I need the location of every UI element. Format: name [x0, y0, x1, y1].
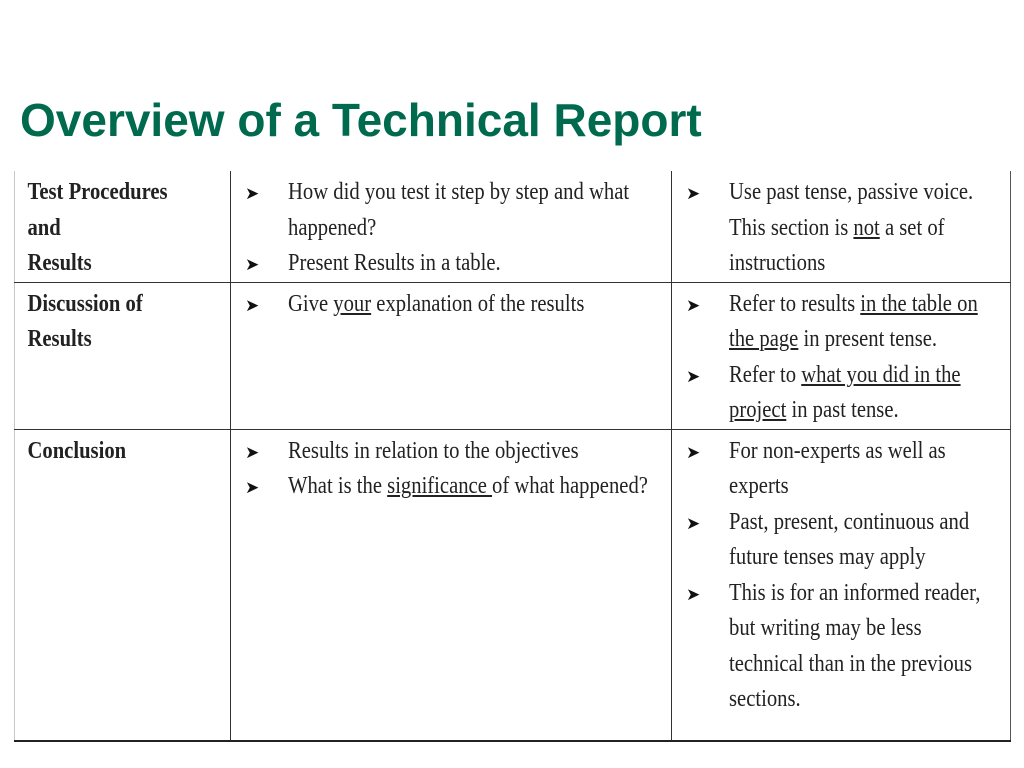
bullet-text — [288, 434, 664, 470]
line-text: Results in relation to the objectives — [288, 437, 579, 464]
line-text: How did you test it step by step and what — [288, 179, 630, 205]
line-text: Refer to results — [729, 290, 861, 317]
arrow-bullet-icon: ➤ — [686, 584, 701, 605]
line-text: instructions — [729, 250, 826, 276]
bullet-text — [288, 469, 664, 505]
right-cell — [672, 282, 1011, 429]
list-item — [682, 287, 1004, 358]
bullet-text — [729, 505, 1003, 576]
underlined-text: not — [853, 214, 880, 241]
arrow-bullet-icon: ➤ — [686, 366, 701, 387]
underlined-text: your — [333, 290, 372, 317]
bullet-text — [729, 358, 1003, 429]
table-row — [15, 282, 1011, 429]
list-item — [241, 287, 665, 323]
list-item — [682, 505, 1004, 576]
report-overview-table — [14, 171, 1011, 742]
slide-title: Overview of a Technical Report — [20, 94, 702, 146]
bullet-text — [729, 434, 1003, 505]
arrow-bullet-icon: ➤ — [245, 442, 260, 463]
section-cell — [15, 429, 201, 741]
section-heading-line: Results — [26, 250, 92, 276]
line-text: Use past tense, passive voice. — [729, 179, 974, 205]
line-text: Present Results in a table. — [288, 250, 501, 276]
line-text: What is the — [288, 473, 388, 499]
section-heading-line: Test Procedures and — [26, 179, 168, 241]
middle-cell — [231, 429, 672, 741]
list-item — [682, 576, 1004, 718]
section-heading-line: Conclusion — [26, 437, 126, 464]
arrow-bullet-icon: ➤ — [686, 442, 701, 463]
right-bullet-list — [682, 287, 1004, 429]
underlined-text: the page — [729, 326, 799, 352]
list-item — [682, 434, 1004, 505]
bullet-text — [729, 287, 1003, 358]
table-row — [15, 171, 1011, 282]
bullet-text — [288, 246, 664, 282]
line-text: happened? — [288, 214, 377, 241]
list-item — [682, 358, 1004, 429]
line-text: Give — [288, 290, 334, 317]
line-text: explanation of the results — [371, 290, 585, 317]
arrow-bullet-icon: ➤ — [245, 478, 260, 498]
list-item — [241, 469, 665, 505]
line-text: of what happened? — [492, 473, 648, 499]
arrow-bullet-icon: ➤ — [245, 184, 260, 204]
line-text: technical than in the previous — [729, 650, 973, 677]
bullet-text — [729, 576, 1003, 718]
bullet-text — [729, 175, 1003, 282]
underlined-text: significance — [387, 473, 493, 499]
right-bullet-list — [682, 175, 1004, 282]
right-bullet-list — [682, 434, 1004, 718]
middle-cell — [231, 282, 672, 429]
line-text: but writing may be less — [729, 615, 922, 641]
underlined-text: project — [729, 397, 787, 423]
line-text: in past tense. — [786, 397, 899, 423]
arrow-bullet-icon: ➤ — [245, 255, 260, 275]
line-text: This is for an informed reader, — [729, 579, 981, 606]
arrow-bullet-icon: ➤ — [686, 513, 701, 534]
right-cell — [672, 171, 1011, 282]
bullet-text — [288, 175, 664, 246]
line-text: a set of — [879, 214, 945, 241]
section-heading-line: Discussion of Results — [26, 290, 143, 352]
arrow-bullet-icon: ➤ — [245, 295, 260, 316]
line-text: Refer to — [729, 361, 802, 388]
arrow-bullet-icon: ➤ — [686, 295, 701, 316]
bullet-text — [288, 287, 664, 323]
list-item — [682, 175, 1004, 282]
table-row — [15, 429, 1011, 741]
line-text: sections. — [729, 686, 801, 712]
line-text: future tenses may apply — [729, 544, 926, 570]
section-cell — [15, 282, 201, 429]
arrow-bullet-icon: ➤ — [686, 184, 701, 204]
list-item — [241, 434, 665, 470]
middle-bullet-list — [241, 175, 665, 282]
line-text: experts — [729, 473, 789, 499]
underlined-text: in the table on — [860, 290, 978, 317]
line-text: in present tense. — [798, 326, 938, 352]
section-cell — [15, 171, 201, 282]
list-item — [241, 246, 665, 282]
line-text: This section is — [729, 214, 854, 241]
middle-cell — [231, 171, 672, 282]
middle-bullet-list — [241, 434, 665, 505]
middle-bullet-list — [241, 287, 665, 323]
line-text: Past, present, continuous and — [729, 508, 970, 535]
underlined-text: what you did in the — [801, 361, 961, 388]
right-cell — [672, 429, 1011, 741]
list-item — [241, 175, 665, 246]
line-text: For non-experts as well as — [729, 437, 946, 464]
